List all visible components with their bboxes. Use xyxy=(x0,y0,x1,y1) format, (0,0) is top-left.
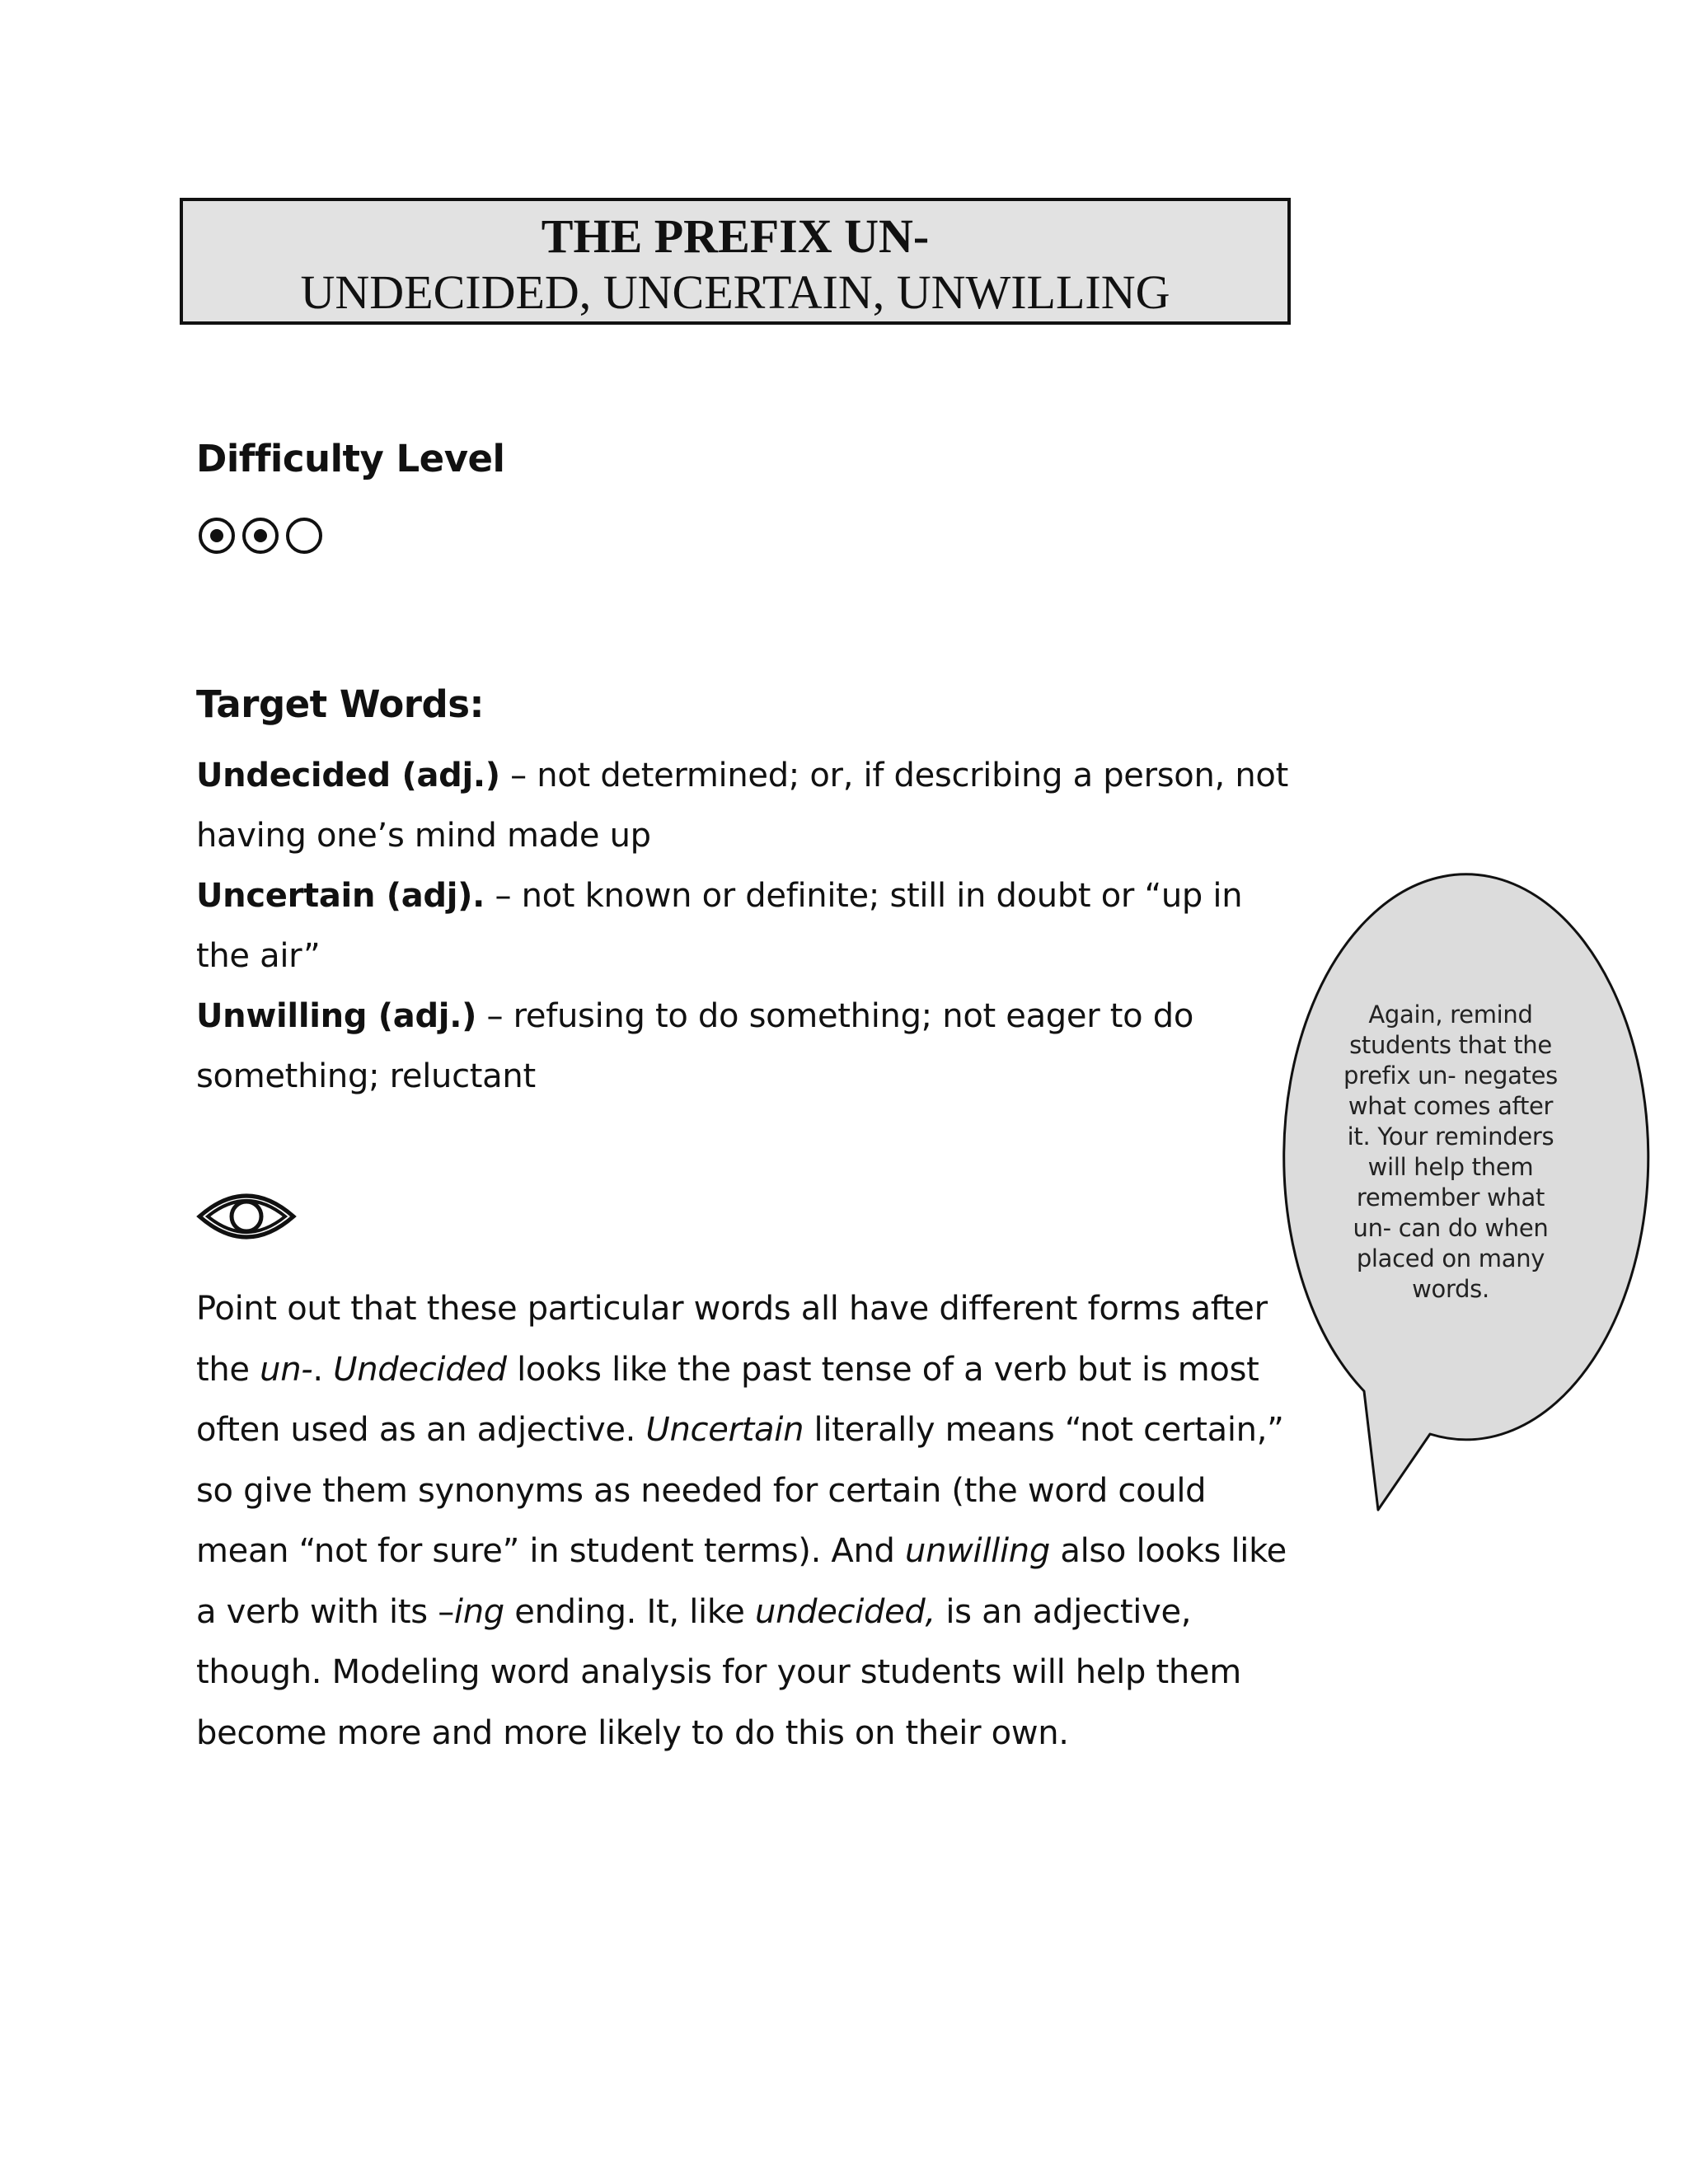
para-text: is an adjective, though. Modeling word analysis for your students will help them become more and more likely to do this on their own. xyxy=(196,1592,1241,1752)
rating-dot-center xyxy=(254,529,267,542)
callout-text: Again, remind students that the prefix un- negates what comes after it. Your reminders will help them remember what un- can do when placed on many words. xyxy=(1343,1001,1558,1303)
rating-dot-center xyxy=(210,529,223,542)
para-italic: un- xyxy=(260,1350,313,1389)
title-box xyxy=(180,198,1291,325)
target-word-definition: – not known or definite; still in doubt or “up in the air” xyxy=(196,877,1243,975)
target-word-uncertain xyxy=(196,866,1301,987)
para-text: ending. It, like xyxy=(504,1592,756,1631)
difficulty-heading: Difficulty Level xyxy=(196,437,505,480)
para-text: also looks like a verb with its – xyxy=(196,1532,1287,1631)
para-italic: ing xyxy=(453,1592,504,1631)
para-text: looks like the past tense of a verb but is most often used as an adjective. xyxy=(196,1350,1259,1449)
target-word-definition: – not determined; or, if describing a person, not having one’s mind made up xyxy=(196,757,1288,855)
rating-dot-empty xyxy=(288,519,321,552)
para-text: Point out that these particular words all have different forms after the xyxy=(196,1290,1268,1389)
target-word-undecided xyxy=(196,746,1301,866)
target-words-heading: Target Words: xyxy=(196,682,484,726)
title-subtitle: UNDECIDED, UNCERTAIN, UNWILLING xyxy=(300,265,1170,319)
para-italic: undecided, xyxy=(755,1592,935,1631)
teaching-note-paragraph xyxy=(196,1279,1292,1764)
target-word-term: Undecided (adj.) xyxy=(196,757,500,794)
target-words-list xyxy=(196,746,1301,1107)
para-text: literally means “not certain,” so give them synonyms as needed for certain (the word could mean “not for sure” in student terms). And xyxy=(196,1411,1284,1570)
difficulty-rating xyxy=(196,511,328,560)
para-italic: Undecided xyxy=(333,1350,507,1389)
target-word-definition: – refusing to do something; not eager to do something; reluctant xyxy=(196,997,1193,1095)
target-word-term: Unwilling (adj.) xyxy=(196,997,477,1035)
target-word-unwilling xyxy=(196,987,1301,1107)
para-italic: Uncertain xyxy=(645,1411,804,1449)
target-word-term: Uncertain (adj). xyxy=(196,877,485,915)
para-text: . xyxy=(312,1350,334,1389)
title-main: THE PREFIX UN- xyxy=(541,209,930,263)
para-italic: unwilling xyxy=(905,1532,1050,1570)
eye-icon xyxy=(195,1187,298,1246)
